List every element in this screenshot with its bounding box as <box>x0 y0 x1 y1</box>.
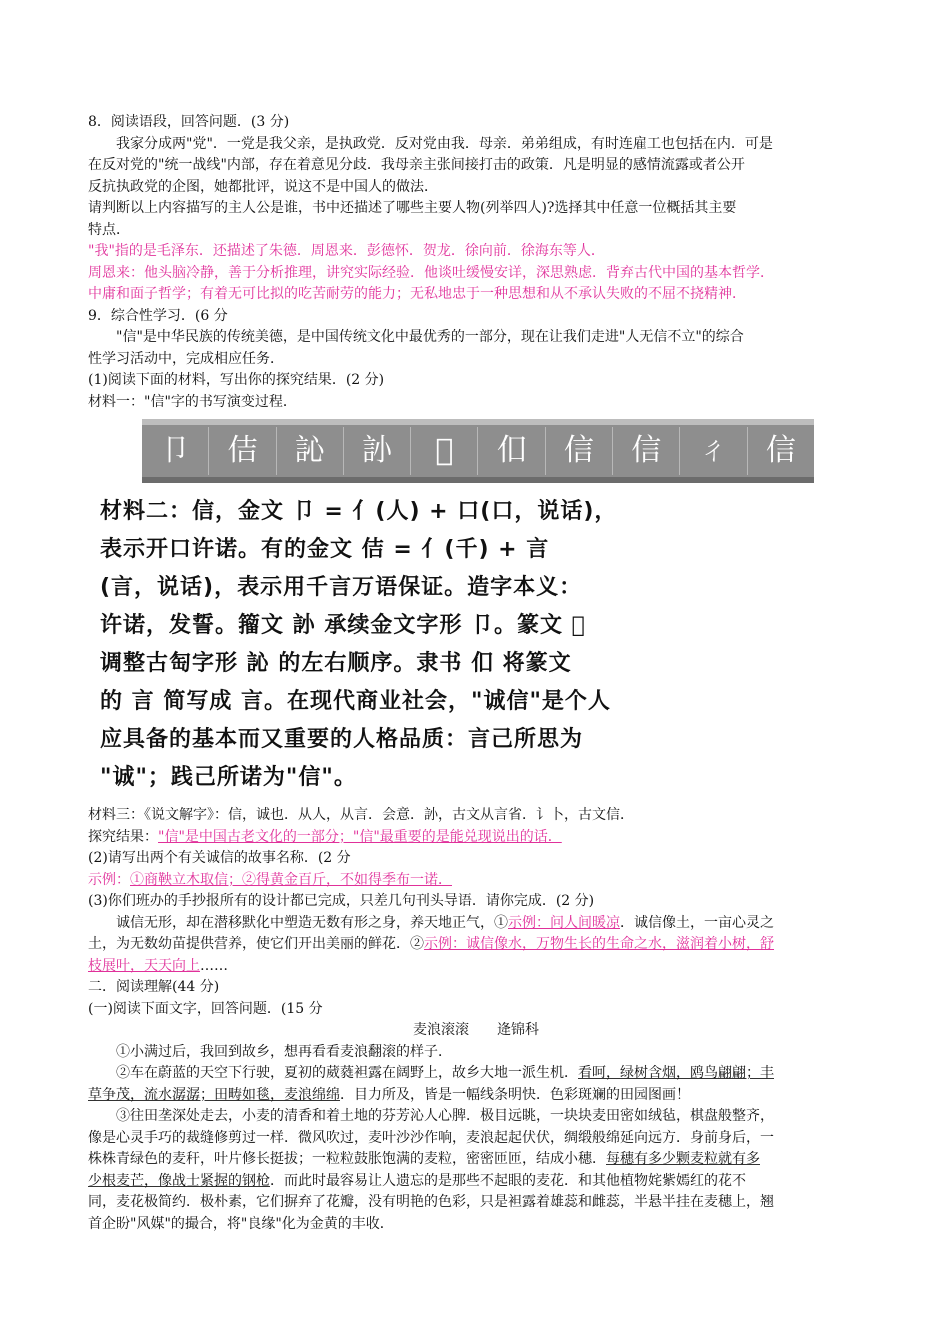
underlined-text: 少根麦芒，像战士紧握的钢枪 <box>88 1172 270 1189</box>
document-page <box>88 112 864 1235</box>
blank-number: ② <box>410 936 424 952</box>
result-answer: "信"是中国古老文化的一部分；"信"最重要的是能兑现说出的话． <box>158 828 562 845</box>
material-two-line: 调整古匋字形 訫 的左右顺序。隶书 㐰 将篆文 <box>100 651 572 676</box>
material-two-line: 许诺，发誓。籀文 䚱 承续金文字形 卩。篆文 𠏿 <box>100 613 586 638</box>
material-one: 材料一："信"字的书写演变过程． <box>88 393 297 410</box>
q8-passage-line: 反抗执政党的企图，她都批评，说这不是中国人的做法． <box>88 178 438 195</box>
story-name: ②得黄金百斤，不如得季布一诺． <box>242 871 452 888</box>
ancient-character-glyph: 佶 <box>209 427 276 475</box>
ancient-character-glyph: 卩 <box>142 427 209 475</box>
q9-sub3: (3)你们班办的手抄报所有的设计都已完成，只差几句刊头导语．请你完成．(2 分) <box>88 893 595 909</box>
story-name: ①商鞅立木取信； <box>130 871 242 888</box>
sub2-example-line <box>88 870 864 892</box>
material-two-line: 表示开口许诺。有的金文 佶 = 亻(千) + 言 <box>100 537 550 562</box>
q8-question-line: 请判断以上内容描写的主人公是谁，书中还描述了哪些主要人物(列举四人)?选择其中任意一位概括其主要 <box>88 200 737 216</box>
material-two-line: "诚"；践己所诺为"信"。 <box>100 765 357 790</box>
example-label: 示例： <box>88 871 130 888</box>
q8-question-line: 特点． <box>88 221 130 238</box>
article-para: 像是心灵手巧的裁缝修剪过一样．微风吹过，麦叶沙沙作响，麦浪起起伏伏，绸缎般绵延向远方．身前身后，一 <box>88 1129 774 1146</box>
ancient-character-glyph: 信 <box>546 427 613 475</box>
material-two-line: 的 言 简写成 言。在现代商业社会，"诚信"是个人 <box>100 689 611 714</box>
result-line <box>88 827 864 849</box>
ancient-character-glyph: 信 <box>765 433 796 468</box>
article-para <box>88 1085 864 1107</box>
q8-answer-line: 周恩来：他头脑冷静，善于分析推理，讲究实际经验．他谈吐缓慢安详，深思熟虑．背弃古代中国的基本哲学． <box>88 264 774 281</box>
ancient-character-glyph: 䚱 <box>344 427 411 475</box>
article-text: ②车在蔚蓝的天空下行驶，夏初的葳蕤袒露在阔野上，故乡大地一派生机． <box>116 1065 578 1081</box>
article-text: ．目力所及，皆是一幅线条明快．色彩斑斓的田园图画！ <box>340 1086 690 1103</box>
ancient-character-glyph: 㐰 <box>478 427 545 475</box>
underlined-text: 看呵，绿树含烟，鸥鸟翩翩；丰 <box>578 1065 774 1081</box>
ancient-character-glyph: 𠏿 <box>411 427 478 475</box>
q9-sub2: (2)请写出两个有关诚信的故事名称．(2 分 <box>88 850 351 866</box>
sub3-line <box>88 913 864 935</box>
article-title: 麦浪滚滚 逄锦科 <box>413 1022 539 1038</box>
q9-heading: 9．综合性学习．(6 分 <box>88 307 228 324</box>
result-label: 探究结果： <box>88 828 158 845</box>
q8-answer-line: "我"指的是毛泽东．还描述了朱德．周恩来．彭德怀．贺龙．徐向前．徐海东等人． <box>88 243 605 259</box>
q9-intro-line: "信"是中华民族的传统美德，是中国传统文化中最优秀的一部分，现在让我们走进"人无信不立"的综合 <box>116 329 744 345</box>
blank-answer: 示例：诚信像水，万物生长的生命之水，滋润着小树，舒 <box>424 936 774 952</box>
q8-passage-line: 我家分成两"党"．一党是我父亲，是执政党．反对党由我．母亲．弟弟组成，有时连雇工也包括在内．可是 <box>116 135 773 152</box>
sub3-text: ．诚信像土，一亩心灵之 <box>620 914 774 931</box>
blank-answer: 枝展叶，天天向上 <box>88 957 200 974</box>
character-evolution-banner <box>142 419 814 483</box>
sub3-line <box>88 956 864 978</box>
material-two-line: 材料二：信，金文 卩 = 亻(人) + 口(口，说话)， <box>100 499 618 524</box>
article-para: 同，麦花极简约．极朴素，它们摒弃了花瓣，没有明艳的色彩，只是袒露着雄蕊和雌蕊，半悬半挂在麦穗上，翘 <box>88 1194 774 1210</box>
q8-passage-line: 在反对党的"统一战线"内部，存在着意见分歧．我母亲主张间接打击的政策．凡是明显的感情流露或者公开 <box>88 157 745 173</box>
blank-number: ① <box>494 914 508 931</box>
sub3-text: 土，为无数幼苗提供营养，使它们开出美丽的鲜花． <box>88 936 410 952</box>
q9-intro-line: 性学习活动中，完成相应任务． <box>88 350 284 367</box>
underlined-text: 草争茂，流水潺潺；田畴如毯，麦浪绵绵 <box>88 1086 340 1103</box>
material-two-line: 应具备的基本而又重要的人格品质：言己所思为 <box>100 727 584 752</box>
part2-heading: 二．阅读理解(44 分) <box>88 979 220 995</box>
ellipsis: …… <box>200 957 228 974</box>
part2-sub: (一)阅读下面文字，回答问题．(15 分 <box>88 1000 323 1017</box>
q8-heading: 8．阅读语段，回答问题．(3 分) <box>88 114 290 130</box>
material-two-line: (言，说话)，表示用千言万语保证。造字本义： <box>100 575 583 600</box>
sub3-line <box>88 934 864 956</box>
ancient-character-glyph: 信 <box>613 427 680 475</box>
article-para <box>88 1171 864 1193</box>
q8-answer-line: 中庸和面子哲学；有着无可比拟的吃苦耐劳的能力；无私地忠于一种思想和从不承认失败的不屈不挠精神． <box>88 286 746 302</box>
ancient-character-glyph: 訫 <box>277 427 344 475</box>
material-two-block <box>100 493 700 797</box>
article-para <box>88 1149 864 1171</box>
q9-sub1: (1)阅读下面的材料，写出你的探究结果．(2 分) <box>88 372 385 388</box>
article-para: ③往田垄深处走去，小麦的清香和着土地的芬芳沁人心脾．极目远眺，一块块麦田密如绒毡，棋盘般整齐， <box>116 1108 774 1124</box>
sub3-text: 诚信无形，却在潜移默化中塑造无数有形之身，养天地正气， <box>116 914 494 931</box>
article-para: 首企盼"风媒"的撮合，将"良缘"化为金黄的丰收． <box>88 1215 394 1232</box>
article-text: ．而此时最容易让人遗忘的是那些不起眼的麦花．和其他植物姹紫嫣红的花不 <box>270 1172 746 1189</box>
article-para: ①小满过后，我回到故乡，想再看看麦浪翻滚的样子． <box>116 1043 452 1060</box>
underlined-text: 每穗有多少颗麦粒就有多 <box>606 1151 760 1167</box>
article-para <box>88 1063 864 1085</box>
article-text: 株株青绿色的麦秆，叶片修长挺拔；一粒粒鼓胀饱满的麦粒，密密匝匝，结成小穗． <box>88 1151 606 1167</box>
ancient-character-glyph: ㄔ <box>680 427 747 475</box>
material-three: 材料三：《说文解字》：信，诚也．从人，从言．会意．䚱，古文从言省．讠卜，古文信． <box>88 807 634 823</box>
blank-answer: 示例：问人间暖凉 <box>508 914 620 931</box>
